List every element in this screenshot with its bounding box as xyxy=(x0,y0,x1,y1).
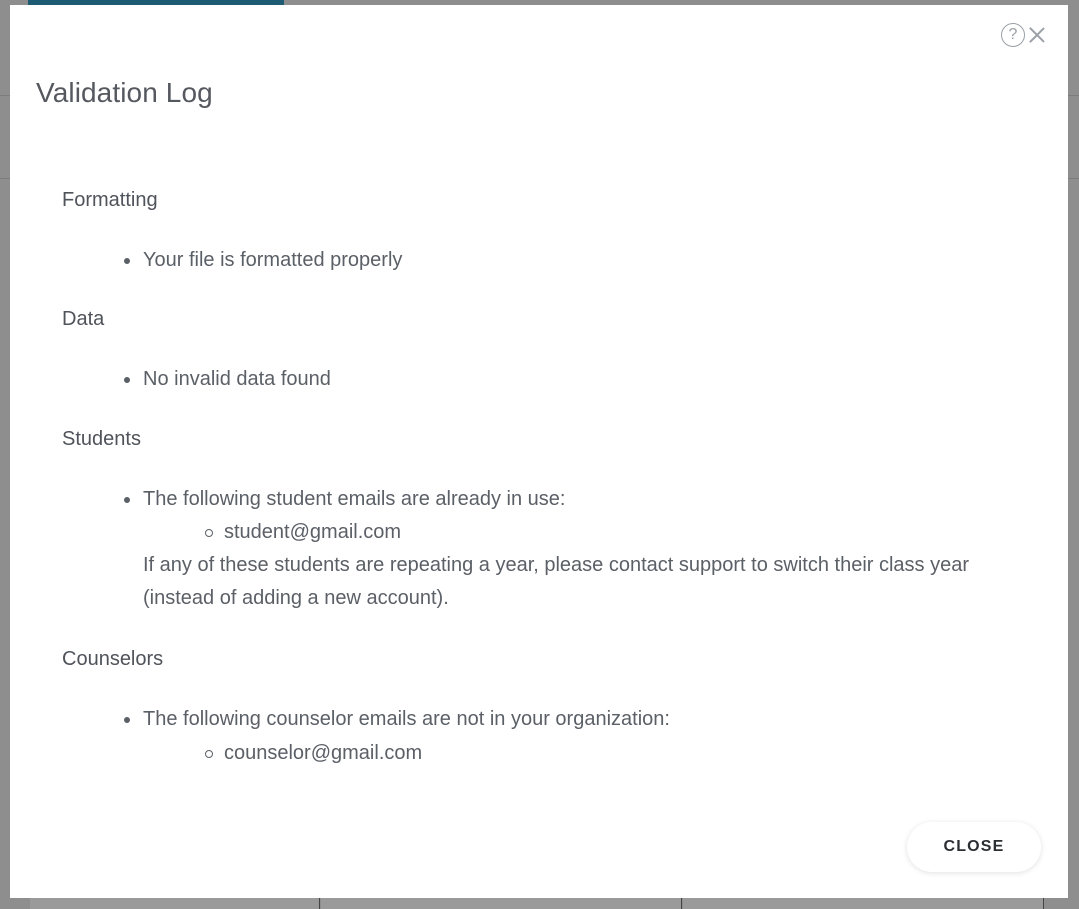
list-item xyxy=(124,249,402,272)
bullet-icon xyxy=(124,377,130,383)
validation-log-modal xyxy=(10,5,1068,898)
section-heading-students: Students xyxy=(62,428,141,450)
background-card xyxy=(321,898,681,909)
question-circle-icon[interactable]: ? xyxy=(1001,23,1025,47)
close-button[interactable]: CLOSE xyxy=(907,822,1041,872)
modal-header-icons xyxy=(1001,23,1047,47)
email-list-item xyxy=(205,742,422,765)
bullet-icon xyxy=(124,497,130,503)
section-heading-formatting: Formatting xyxy=(62,189,158,211)
section-heading-counselors: Counselors xyxy=(62,648,164,670)
list-item-text: The following counselor emails are not in your organization: xyxy=(143,708,670,730)
background-divider xyxy=(319,898,320,909)
background-card xyxy=(30,898,319,909)
section-heading-data: Data xyxy=(62,308,105,330)
circle-bullet-icon xyxy=(205,750,213,758)
counselor-email: counselor@gmail.com xyxy=(224,742,423,764)
background-divider xyxy=(681,898,682,909)
background-divider xyxy=(1043,898,1044,909)
bullet-icon xyxy=(124,258,130,264)
email-list-item xyxy=(205,521,401,544)
list-item-text: No invalid data found xyxy=(143,368,331,390)
students-note: If any of these students are repeating a year, please contact support to switch their class year (instead of adding a new account). xyxy=(143,554,970,609)
bullet-icon xyxy=(124,717,130,723)
list-item xyxy=(124,708,670,731)
list-item-text: Your file is formatted properly xyxy=(143,249,403,271)
modal-title: Validation Log xyxy=(36,77,213,108)
list-item xyxy=(124,368,331,391)
list-item xyxy=(124,488,565,511)
background-card xyxy=(683,898,1043,909)
list-item-text: The following student emails are already in use: xyxy=(143,488,566,510)
circle-bullet-icon xyxy=(205,529,213,537)
close-x-icon[interactable] xyxy=(1027,25,1047,45)
student-email: student@gmail.com xyxy=(224,521,402,543)
